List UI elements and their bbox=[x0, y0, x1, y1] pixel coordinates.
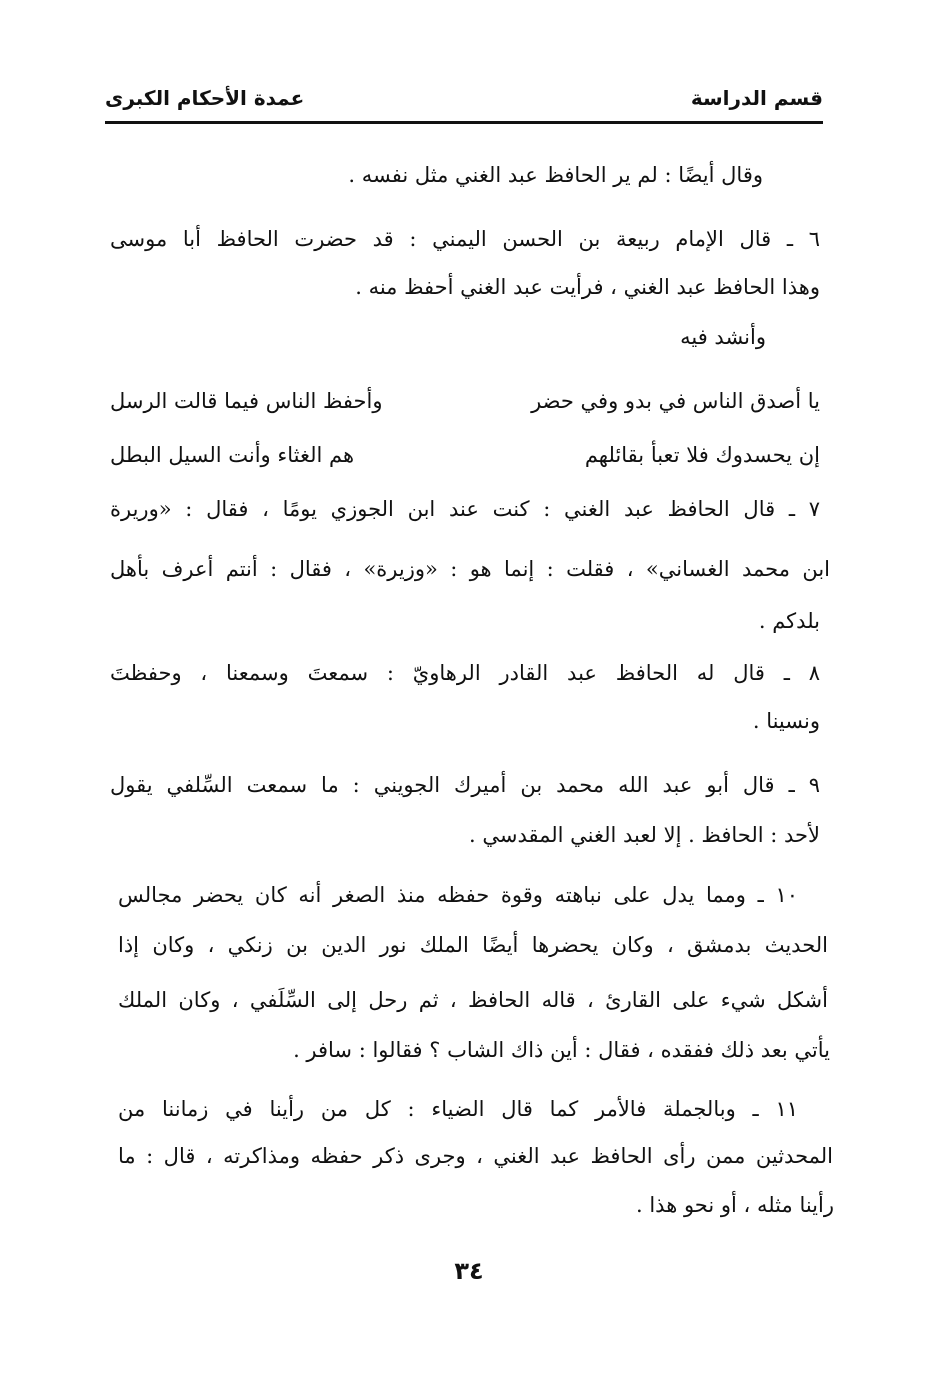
text-line: ١٠ ـ ومما يدل على نباهته وقوة حفظه منذ الصغر أنه كان يحضر مجالس bbox=[118, 883, 798, 907]
verse-second-hemistich: وأحفظ الناس فيما قالت الرسل bbox=[110, 389, 383, 413]
text-line: أشكل شيء على القارئ ، قاله الحافظ ، ثم رحل إلى السِّلَفي ، وكان الملك bbox=[118, 988, 828, 1012]
verse-second-hemistich: هم الغثاء وأنت السيل البطل bbox=[110, 443, 355, 467]
text-line: لأحد : الحافظ . إلا لعبد الغني المقدسي . bbox=[469, 823, 820, 847]
verse-first-hemistich: يا أصدق الناس في بدو وفي حضر bbox=[531, 389, 820, 413]
text-line: وقال أيضًا : لم ير الحافظ عبد الغني مثل نفسه . bbox=[348, 163, 763, 187]
text-line: ١١ ـ وبالجملة فالأمر كما قال الضياء : كل من رأينا في زماننا من bbox=[118, 1097, 798, 1121]
text-line: الحديث بدمشق ، وكان يحضرها أيضًا الملك نور الدين بن زنكي ، وكان إذا bbox=[118, 933, 828, 957]
text-line: رأينا مثله ، أو نحو هذا . bbox=[635, 1193, 834, 1217]
book-title: عمدة الأحكام الكبرى bbox=[105, 86, 305, 110]
text-line: ٧ ـ قال الحافظ عبد الغني : كنت عند ابن الجوزي يومًا ، فقال : «وريرة bbox=[110, 497, 820, 521]
text-line: المحدثين ممن رأى الحافظ عبد الغني ، وجرى ذكر حفظه ومذاكرته ، قال : ما bbox=[118, 1144, 833, 1168]
running-header bbox=[105, 82, 823, 122]
verse-first-hemistich: إن يحسدوك فلا تعبأ بقائلهم bbox=[584, 443, 820, 467]
page-number: ٣٤ bbox=[454, 1257, 484, 1285]
text-line: بلدكم . bbox=[758, 609, 820, 633]
text-line: يأتي بعد ذلك ففقده ، فقال : أين ذاك الشاب ؟ فقالوا : سافر . bbox=[293, 1038, 830, 1062]
text-line: ٩ ـ قال أبو عبد الله محمد بن أميرك الجويني : ما سمعت السِّلفي يقول bbox=[110, 773, 820, 797]
text-line: وهذا الحافظ عبد الغني ، فرأيت عبد الغني أحفظ منه . bbox=[355, 275, 820, 299]
text-line: ونسينا . bbox=[752, 709, 820, 733]
text-line: ٨ ـ قال له الحافظ عبد القادر الرهاويّ : سمعتَ وسمعنا ، وحفظتَ bbox=[110, 661, 820, 685]
text-line: وأنشد فيه bbox=[680, 325, 766, 349]
section-title: قسم الدراسة bbox=[690, 86, 823, 110]
header-rule bbox=[105, 121, 823, 124]
text-line: ٦ ـ قال الإمام ربيعة بن الحسن اليمني : قد حضرت الحافظ أبا موسى bbox=[110, 227, 820, 251]
text-line: ابن محمد الغساني» ، فقلت : إنما هو : «وزيرة» ، فقال : أنتم أعرف بأهل bbox=[110, 557, 830, 581]
